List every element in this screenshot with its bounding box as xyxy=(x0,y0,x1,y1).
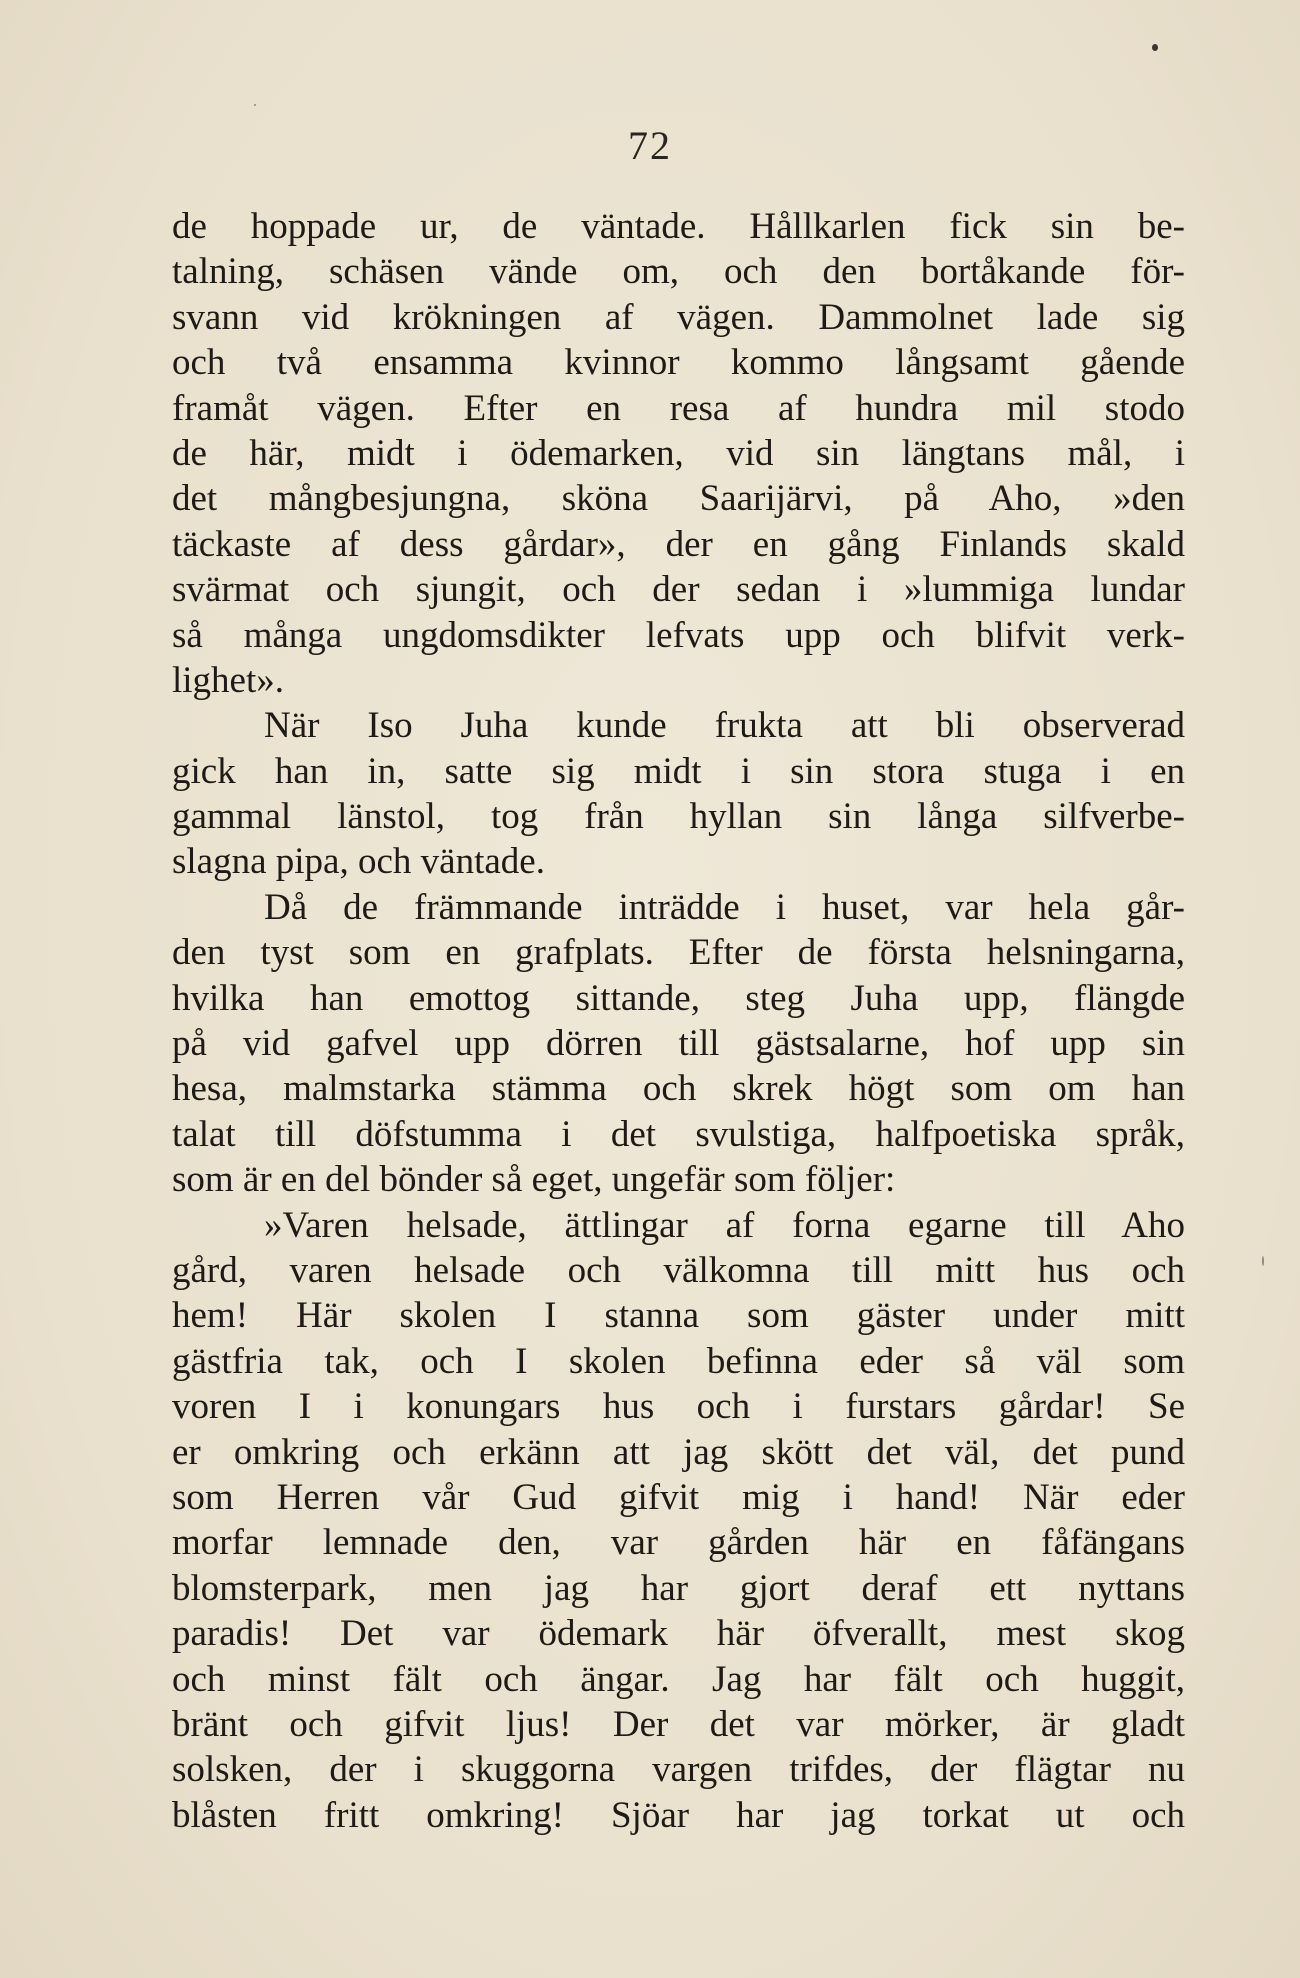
text-line: »Varen helsade, ättlingar af forna egarne till Aho xyxy=(264,1204,1185,1246)
text-line: solsken, der i skuggorna vargen trifdes, der flägtar nu xyxy=(172,1749,1185,1791)
ink-speck xyxy=(254,104,256,106)
text-line: När Iso Juha kunde frukta att bli observerad xyxy=(264,705,1185,747)
text-line: slagna pipa, och väntade. xyxy=(172,841,545,883)
text-line: och två ensamma kvinnor kommo långsamt gående xyxy=(172,342,1185,384)
text-line: som är en del bönder så eget, ungefär som följer: xyxy=(172,1159,896,1201)
ink-speck xyxy=(1152,44,1158,51)
text-line: hesa, malmstarka stämma och skrek högt som om han xyxy=(172,1068,1185,1110)
text-line: gård, varen helsade och välkomna till mitt hus och xyxy=(172,1249,1185,1291)
text-line: talat till döfstumma i det svulstiga, halfpoetiska språk, xyxy=(172,1113,1185,1155)
text-line: blåsten fritt omkring! Sjöar har jag torkat ut och xyxy=(172,1794,1185,1836)
text-line: gick han in, satte sig midt i sin stora stuga i en xyxy=(172,750,1185,792)
text-line: Då de främmande inträdde i huset, var hela går- xyxy=(264,886,1185,928)
ink-speck xyxy=(1262,1256,1264,1266)
text-line: de här, midt i ödemarken, vid sin längtans mål, i xyxy=(172,432,1185,474)
text-line: på vid gafvel upp dörren till gästsalarne, hof upp sin xyxy=(172,1023,1185,1065)
text-line: bränt och gifvit ljus! Der det var mörker, är gladt xyxy=(172,1703,1185,1745)
text-line: gästfria tak, och I skolen befinna eder så väl som xyxy=(172,1340,1185,1382)
text-line: som Herren vår Gud gifvit mig i hand! När eder xyxy=(172,1476,1185,1518)
text-line: voren I i konungars hus och i furstars gårdar! Se xyxy=(172,1386,1185,1428)
text-line: svärmat och sjungit, och der sedan i »lummiga lundar xyxy=(172,569,1185,611)
text-line: de hoppade ur, de väntade. Hållkarlen fick sin be- xyxy=(172,206,1185,247)
text-line: gammal länstol, tog från hyllan sin långa silfverbe- xyxy=(172,796,1185,838)
text-line: så många ungdomsdikter lefvats upp och blifvit verk- xyxy=(172,614,1185,656)
text-line: hem! Här skolen I stanna som gäster under mitt xyxy=(172,1295,1185,1337)
text-line: talning, schäsen vände om, och den bortåkande för- xyxy=(172,251,1185,293)
page-number: 72 xyxy=(628,123,672,168)
text-line: er omkring och erkänn att jag skött det väl, det pund xyxy=(172,1431,1185,1473)
text-line: framåt vägen. Efter en resa af hundra mil stodo xyxy=(172,387,1185,429)
text-line: och minst fält och ängar. Jag har fält och huggit, xyxy=(172,1658,1185,1700)
text-line: blomsterpark, men jag har gjort deraf ett nyttans xyxy=(172,1567,1185,1609)
text-line: morfar lemnade den, var gården här en fåfängans xyxy=(172,1522,1185,1564)
text-line: den tyst som en grafplats. Efter de första helsningarna, xyxy=(172,932,1185,974)
text-line: det mångbesjungna, sköna Saarijärvi, på Aho, »den xyxy=(172,478,1185,520)
text-line: täckaste af dess gårdar», der en gång Finlands skald xyxy=(172,523,1185,565)
text-line: hvilka han emottog sittande, steg Juha upp, flängde xyxy=(172,977,1185,1019)
text-line: paradis! Det var ödemark här öfverallt, mest skog xyxy=(172,1613,1185,1655)
text-line: svann vid krökningen af vägen. Dammolnet lade sig xyxy=(172,296,1185,338)
body-text xyxy=(172,204,1185,1838)
text-line: lighet». xyxy=(172,659,285,701)
